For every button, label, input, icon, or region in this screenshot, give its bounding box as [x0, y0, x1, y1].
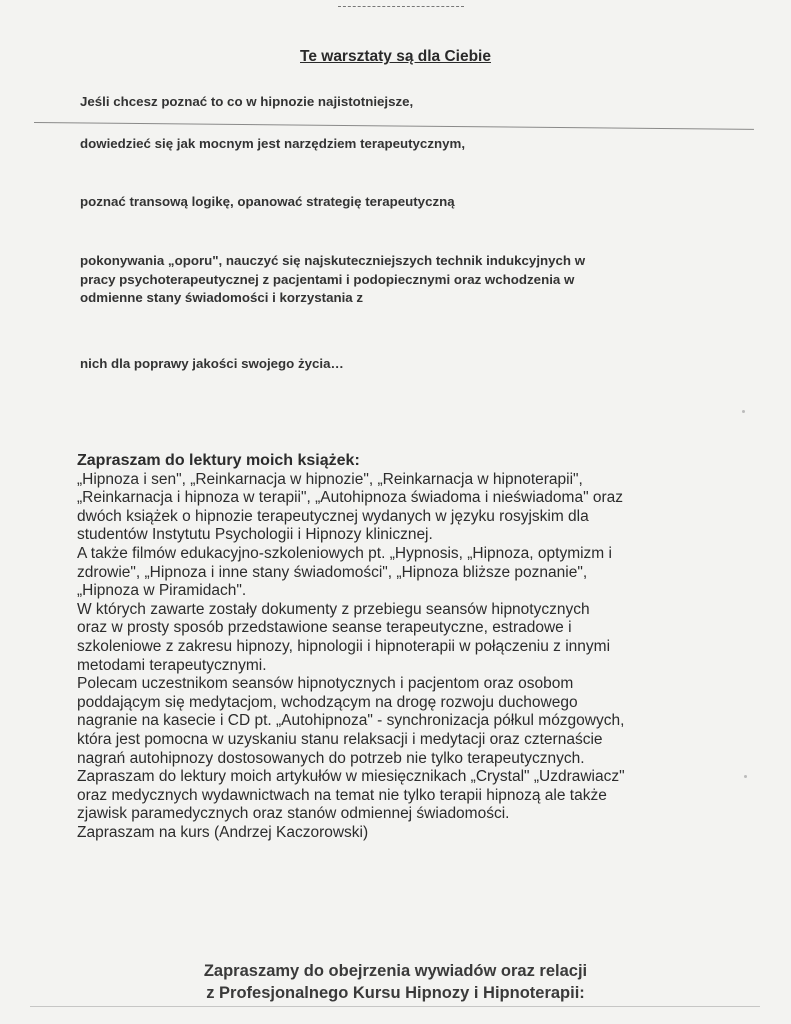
- books-line: zjawisk paramedycznych oraz stanów odmiennej świadomości.: [77, 805, 510, 823]
- scan-speck: [742, 410, 745, 413]
- bottom-scan-line: [30, 1006, 760, 1007]
- intro-line: pokonywania „oporu", nauczyć się najskuteczniejszych technik indukcyjnych w: [80, 253, 586, 268]
- intro-paragraph-2: dowiedzieć się jak mocnym jest narzędziem terapeutycznym,: [80, 136, 466, 151]
- footer-invitation: [0, 960, 791, 1004]
- books-line: dwóch książek o hipnozie terapeutycznej wydanych w języku rosyjskim dla: [77, 507, 589, 525]
- scan-speck: [744, 775, 747, 778]
- books-line: W których zawarte zostały dokumenty z przebiegu seansów hipnotycznych: [77, 600, 590, 618]
- books-line: która jest pomocna w uzyskaniu stanu relaksacji i medytacji oraz czternaście: [77, 730, 603, 748]
- intro-paragraph-4: [80, 252, 720, 308]
- books-line: „Reinkarnacja i hipnoza w terapii", „Autohipnoza świadoma i nieświadoma" oraz: [77, 489, 624, 507]
- books-line: oraz medycznych wydawnictwach na temat nie tylko terapii hipnozą ale także: [77, 786, 607, 804]
- top-dashed-rule: [338, 6, 464, 7]
- books-line: nagranie na kasecie i CD pt. „Autohipnoza" - synchronizacja półkul mózgowych,: [77, 712, 625, 730]
- footer-line-1: Zapraszamy do obejrzenia wywiadów oraz relacji: [203, 962, 588, 980]
- footer-line-2: z Profesjonalnego Kursu Hipnozy i Hipnoterapii:: [206, 984, 585, 1002]
- books-line: metodami terapeutycznymi.: [77, 656, 267, 674]
- books-section: [77, 452, 727, 842]
- books-line: zdrowie", „Hipnoza i inne stany świadomości", „Hipnoza bliższe poznanie",: [77, 563, 588, 581]
- books-line: oraz w prosty sposób przedstawione seanse terapeutyczne, estradowe i: [77, 619, 572, 637]
- books-line: poddającym się medytacjom, wchodzącym na drogę rozwoju duchowego: [77, 693, 578, 711]
- books-line: Zapraszam na kurs (Andrzej Kaczorowski): [77, 823, 369, 841]
- books-line: A także filmów edukacyjno-szkoleniowych pt. „Hypnosis, „Hipnoza, optymizm i: [77, 544, 612, 562]
- intro-paragraph-3: poznać transową logikę, opanować strategię terapeutyczną: [80, 194, 455, 209]
- books-line: nagrań autohipnozy dostosowanych do potrzeb nie tylko terapeutycznych.: [77, 749, 585, 767]
- books-heading: Zapraszam do lektury moich książek:: [77, 452, 360, 469]
- books-line: studentów Instytutu Psychologii i Hipnozy klinicznej.: [77, 526, 433, 544]
- intro-line: pracy psychoterapeutycznej z pacjentami i podopiecznymi oraz wchodzenia w: [80, 271, 575, 287]
- books-line: „Hipnoza w Piramidach".: [77, 582, 247, 600]
- intro-paragraph-1: Jeśli chcesz poznać to co w hipnozie najistotniejsze,: [80, 94, 414, 109]
- books-line: „Hipnoza i sen", „Reinkarnacja w hipnozie", „Reinkarnacja w hipnoterapii",: [77, 470, 583, 488]
- scan-line-artifact: [34, 122, 754, 130]
- intro-paragraph-5: nich dla poprawy jakości swojego życia…: [80, 356, 344, 371]
- intro-line: odmienne stany świadomości i korzystania z: [80, 290, 364, 305]
- books-line: szkoleniowe z zakresu hipnozy, hipnologii i hipnoterapii w połączeniu z innymi: [77, 637, 611, 655]
- page-title: Te warsztaty są dla Ciebie: [300, 48, 491, 65]
- books-line: Zapraszam do lektury moich artykułów w miesięcznikach „Crystal" „Uzdrawiacz": [77, 768, 625, 786]
- books-line: Polecam uczestnikom seansów hipnotycznych i pacjentom oraz osobom: [77, 675, 574, 693]
